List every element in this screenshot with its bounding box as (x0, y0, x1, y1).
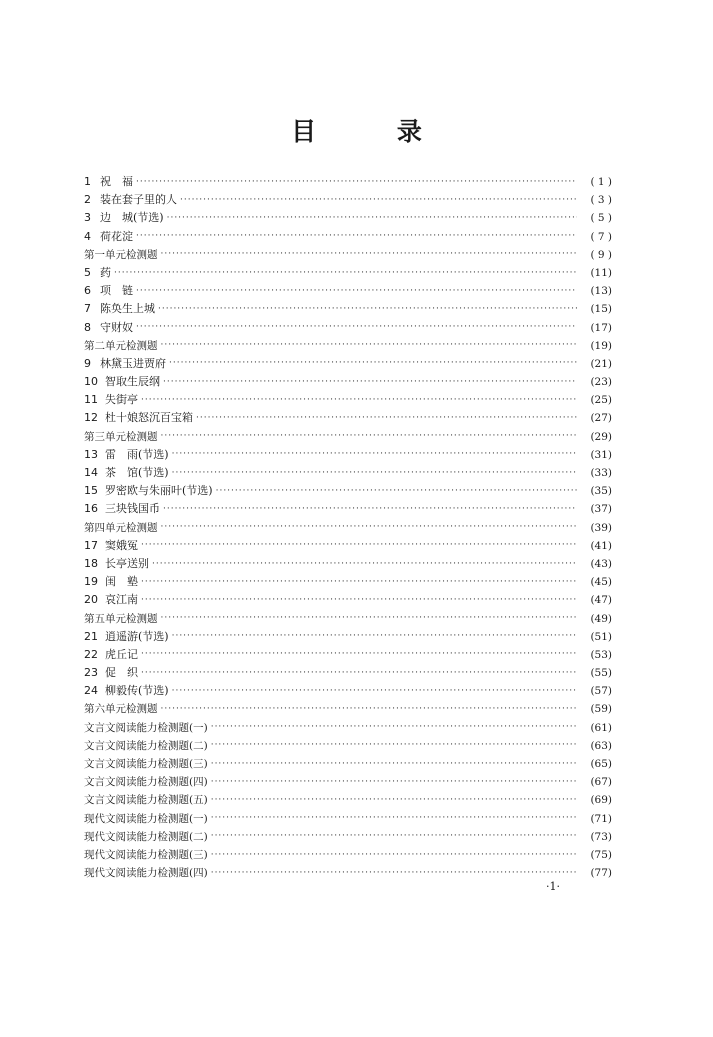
toc-entry-title: 项 链 (100, 284, 133, 298)
toc-entry-number: 6 (84, 284, 91, 298)
toc-entry (84, 446, 612, 464)
dot-leader (167, 214, 577, 223)
toc-entry-title: 陈奂生上城 (100, 302, 155, 316)
toc-entry (84, 573, 612, 591)
toc-entry-number: 5 (84, 265, 91, 279)
toc-entry-title: 茶 馆(节选) (105, 466, 169, 479)
toc-entry-page: (75) (590, 848, 612, 861)
toc-entry-title: 第三单元检测题 (84, 430, 158, 443)
toc-entry-page: (65) (590, 758, 612, 770)
toc-entry-number: 2 (84, 193, 91, 207)
toc-entry (84, 337, 612, 355)
dot-leader (141, 578, 577, 587)
page-title: 目 录 (291, 117, 458, 146)
toc-entry-title: 现代文阅读能力检测题(二) (84, 830, 208, 843)
dot-leader (169, 359, 577, 368)
toc-entry-title: 三块钱国币 (105, 502, 160, 516)
toc-entry-number: 19 (84, 575, 98, 589)
toc-entry-title: 第四单元检测题 (84, 521, 158, 534)
toc-entry (84, 846, 612, 864)
toc-entry (84, 646, 612, 664)
toc-entry-title: 促 织 (105, 666, 138, 680)
toc-entry-page: (45) (590, 576, 612, 589)
toc-entry (84, 391, 612, 409)
dot-leader (216, 487, 577, 496)
toc-entry-title: 守财奴 (100, 320, 133, 334)
dot-leader (211, 723, 577, 732)
dot-leader (196, 414, 577, 423)
toc-entry-page: (17) (590, 321, 612, 334)
toc-entry-title: 罗密欧与朱丽叶(节选) (105, 484, 213, 498)
toc-entry (84, 864, 612, 882)
toc-entry-page: (73) (590, 830, 612, 843)
toc-entry-title: 哀江南 (105, 593, 138, 607)
toc-entry-number: 12 (84, 411, 98, 425)
toc-entry (84, 409, 612, 427)
toc-entry (84, 828, 612, 846)
toc-entry-page: (71) (590, 812, 612, 825)
toc-entry-page: (41) (590, 539, 612, 552)
toc-entry-page: ( 7 ) (590, 230, 612, 243)
toc-entry (84, 264, 612, 282)
toc-entry (84, 810, 612, 828)
toc-entry (84, 482, 612, 500)
dot-leader (136, 323, 577, 332)
toc-entry-number: 21 (84, 629, 98, 643)
toc-entry-title: 文言文阅读能力检测题(二) (84, 739, 208, 752)
toc-entry-number: 15 (84, 484, 98, 498)
dot-leader (141, 596, 577, 605)
dot-leader (136, 178, 577, 187)
toc-entry-number: 4 (84, 229, 91, 243)
toc-entry-title: 第一单元检测题 (84, 248, 158, 261)
toc-entry (84, 628, 612, 646)
toc-entry-number: 3 (84, 211, 91, 225)
dot-leader (172, 687, 577, 696)
page-number: ·1· (546, 880, 560, 893)
toc-entry (84, 373, 612, 391)
toc-entry-page: (61) (590, 721, 612, 734)
dot-leader (180, 196, 577, 205)
toc-entry-number: 23 (84, 666, 98, 680)
dot-leader (161, 523, 578, 532)
dot-leader (136, 232, 577, 241)
toc-entry (84, 173, 612, 191)
dot-leader (152, 560, 577, 569)
toc-entry (84, 319, 612, 337)
toc-entry-page: (59) (590, 703, 612, 716)
toc-entry-number: 1 (84, 175, 91, 188)
dot-leader (163, 505, 577, 514)
toc-entry-title: 现代文阅读能力检测题(四) (84, 867, 208, 880)
toc-entry (84, 664, 612, 682)
toc-entry-title: 边 城(节选) (100, 211, 164, 225)
toc-entry-page: (23) (590, 376, 612, 389)
dot-leader (161, 614, 578, 623)
toc-entry-title: 文言文阅读能力检测题(五) (84, 794, 208, 807)
toc-entry (84, 191, 612, 209)
dot-leader (114, 269, 577, 278)
dot-leader (161, 341, 578, 350)
toc-entry-page: (51) (590, 630, 612, 643)
toc-entry (84, 555, 612, 573)
toc-entry-number: 13 (84, 447, 98, 461)
dot-leader (161, 705, 578, 714)
toc-entry-title: 第二单元检测题 (84, 339, 158, 352)
dot-leader (211, 869, 577, 878)
toc-entry (84, 500, 612, 518)
toc-entry (84, 591, 612, 609)
toc-entry-number: 11 (84, 393, 98, 407)
toc-entry (84, 610, 612, 628)
toc-entry-page: (15) (590, 303, 612, 316)
toc-entry-page: (49) (590, 612, 612, 625)
toc-entry (84, 228, 612, 246)
toc-entry-page: (69) (590, 794, 612, 807)
toc-entry-number: 9 (84, 356, 91, 370)
toc-entry (84, 464, 612, 482)
dot-leader (172, 632, 577, 641)
toc-entry (84, 300, 612, 318)
toc-entry (84, 682, 612, 700)
toc-entry-number: 24 (84, 684, 98, 698)
toc-entry (84, 428, 612, 446)
toc-entry-page: (29) (590, 430, 612, 443)
toc-entry-title: 柳毅传(节选) (105, 684, 169, 698)
dot-leader (161, 432, 578, 441)
toc-entry (84, 791, 612, 809)
toc-entry-page: (67) (590, 776, 612, 789)
toc-entry-page: (53) (590, 648, 612, 661)
toc-entry-page: (27) (590, 412, 612, 425)
toc-entry-title: 祝 福 (100, 175, 133, 188)
dot-leader (136, 287, 577, 296)
dot-leader (161, 250, 578, 259)
toc-entry-page: (43) (590, 557, 612, 570)
toc-entry-title: 药 (100, 265, 111, 279)
toc-entry-page: (77) (590, 867, 612, 880)
toc-entry-number: 22 (84, 647, 98, 661)
dot-leader (141, 650, 577, 659)
toc-entry (84, 773, 612, 791)
dot-leader (211, 796, 577, 805)
toc-entry (84, 246, 612, 264)
dot-leader (211, 814, 577, 823)
dot-leader (141, 541, 577, 550)
toc-entry-page: (13) (590, 285, 612, 298)
toc-entry-page: (39) (590, 521, 612, 534)
toc-entry-page: ( 1 ) (590, 176, 612, 188)
toc-entry-number: 16 (84, 502, 98, 516)
toc-entry-page: (25) (590, 394, 612, 407)
toc-entry-title: 杜十娘怒沉百宝箱 (105, 411, 193, 425)
toc-entry (84, 282, 612, 300)
toc-entry-number: 10 (84, 375, 98, 389)
toc-entry-page: (19) (590, 339, 612, 352)
toc-entry-page: (35) (590, 485, 612, 498)
toc-entry-title: 失街亭 (105, 393, 138, 407)
toc-entry-title: 荷花淀 (100, 229, 133, 243)
toc-entry-page: (33) (590, 467, 612, 479)
toc-entry (84, 519, 612, 537)
toc-entry-number: 18 (84, 556, 98, 570)
toc-entry-number: 14 (84, 466, 98, 479)
toc-entry-number: 7 (84, 302, 91, 316)
toc-entry-number: 17 (84, 538, 98, 552)
toc-entry-title: 文言文阅读能力检测题(一) (84, 721, 208, 734)
toc-entry-title: 文言文阅读能力检测题(四) (84, 776, 208, 789)
toc-entry (84, 737, 612, 755)
toc-entry-number: 8 (84, 320, 91, 334)
dot-leader (211, 851, 577, 860)
toc-entry-page: (57) (590, 685, 612, 698)
toc-entry-title: 文言文阅读能力检测题(三) (84, 758, 208, 770)
toc-entry-title: 长亭送别 (105, 556, 149, 570)
toc-entry (84, 700, 612, 718)
dot-leader (211, 741, 577, 750)
dot-leader (211, 760, 577, 769)
toc-entry-page: ( 3 ) (590, 194, 612, 207)
toc-entry-page: ( 9 ) (590, 248, 612, 261)
toc-entry-title: 第六单元检测题 (84, 703, 158, 716)
toc-entry-number: 20 (84, 593, 98, 607)
toc-entry-title: 闺 塾 (105, 575, 138, 589)
toc-entry-page: (11) (590, 266, 612, 279)
dot-leader (172, 469, 577, 478)
dot-leader (141, 396, 577, 405)
toc-entry-page: (21) (590, 357, 612, 370)
toc-entry (84, 719, 612, 737)
dot-leader (163, 378, 577, 387)
dot-leader (172, 450, 577, 459)
toc-entry-title: 逍遥游(节选) (105, 629, 169, 643)
toc-entry-title: 第五单元检测题 (84, 612, 158, 625)
toc-entry-title: 雷 雨(节选) (105, 447, 169, 461)
dot-leader (211, 832, 577, 841)
toc-entry-title: 现代文阅读能力检测题(三) (84, 848, 208, 861)
toc-entry-page: ( 5 ) (590, 212, 612, 225)
toc-entry-page: (55) (590, 667, 612, 680)
toc-entry-page: (47) (590, 594, 612, 607)
toc-entry-title: 林黛玉进贾府 (100, 356, 166, 370)
toc-entry-page: (37) (590, 503, 612, 516)
dot-leader (158, 305, 577, 314)
toc-entry (84, 209, 612, 227)
toc-entry (84, 537, 612, 555)
toc-entry (84, 355, 612, 373)
dot-leader (211, 778, 577, 787)
dot-leader (141, 669, 577, 678)
toc-entry-title: 装在套子里的人 (100, 193, 177, 207)
toc-entry-title: 现代文阅读能力检测题(一) (84, 812, 208, 825)
toc-entry-title: 虎丘记 (105, 647, 138, 661)
toc-entry-title: 智取生辰纲 (105, 375, 160, 389)
toc-entry-title: 窦娥冤 (105, 538, 138, 552)
table-of-contents (84, 173, 612, 882)
toc-entry-page: (63) (590, 739, 612, 752)
toc-entry (84, 755, 612, 773)
toc-entry-page: (31) (590, 448, 612, 461)
